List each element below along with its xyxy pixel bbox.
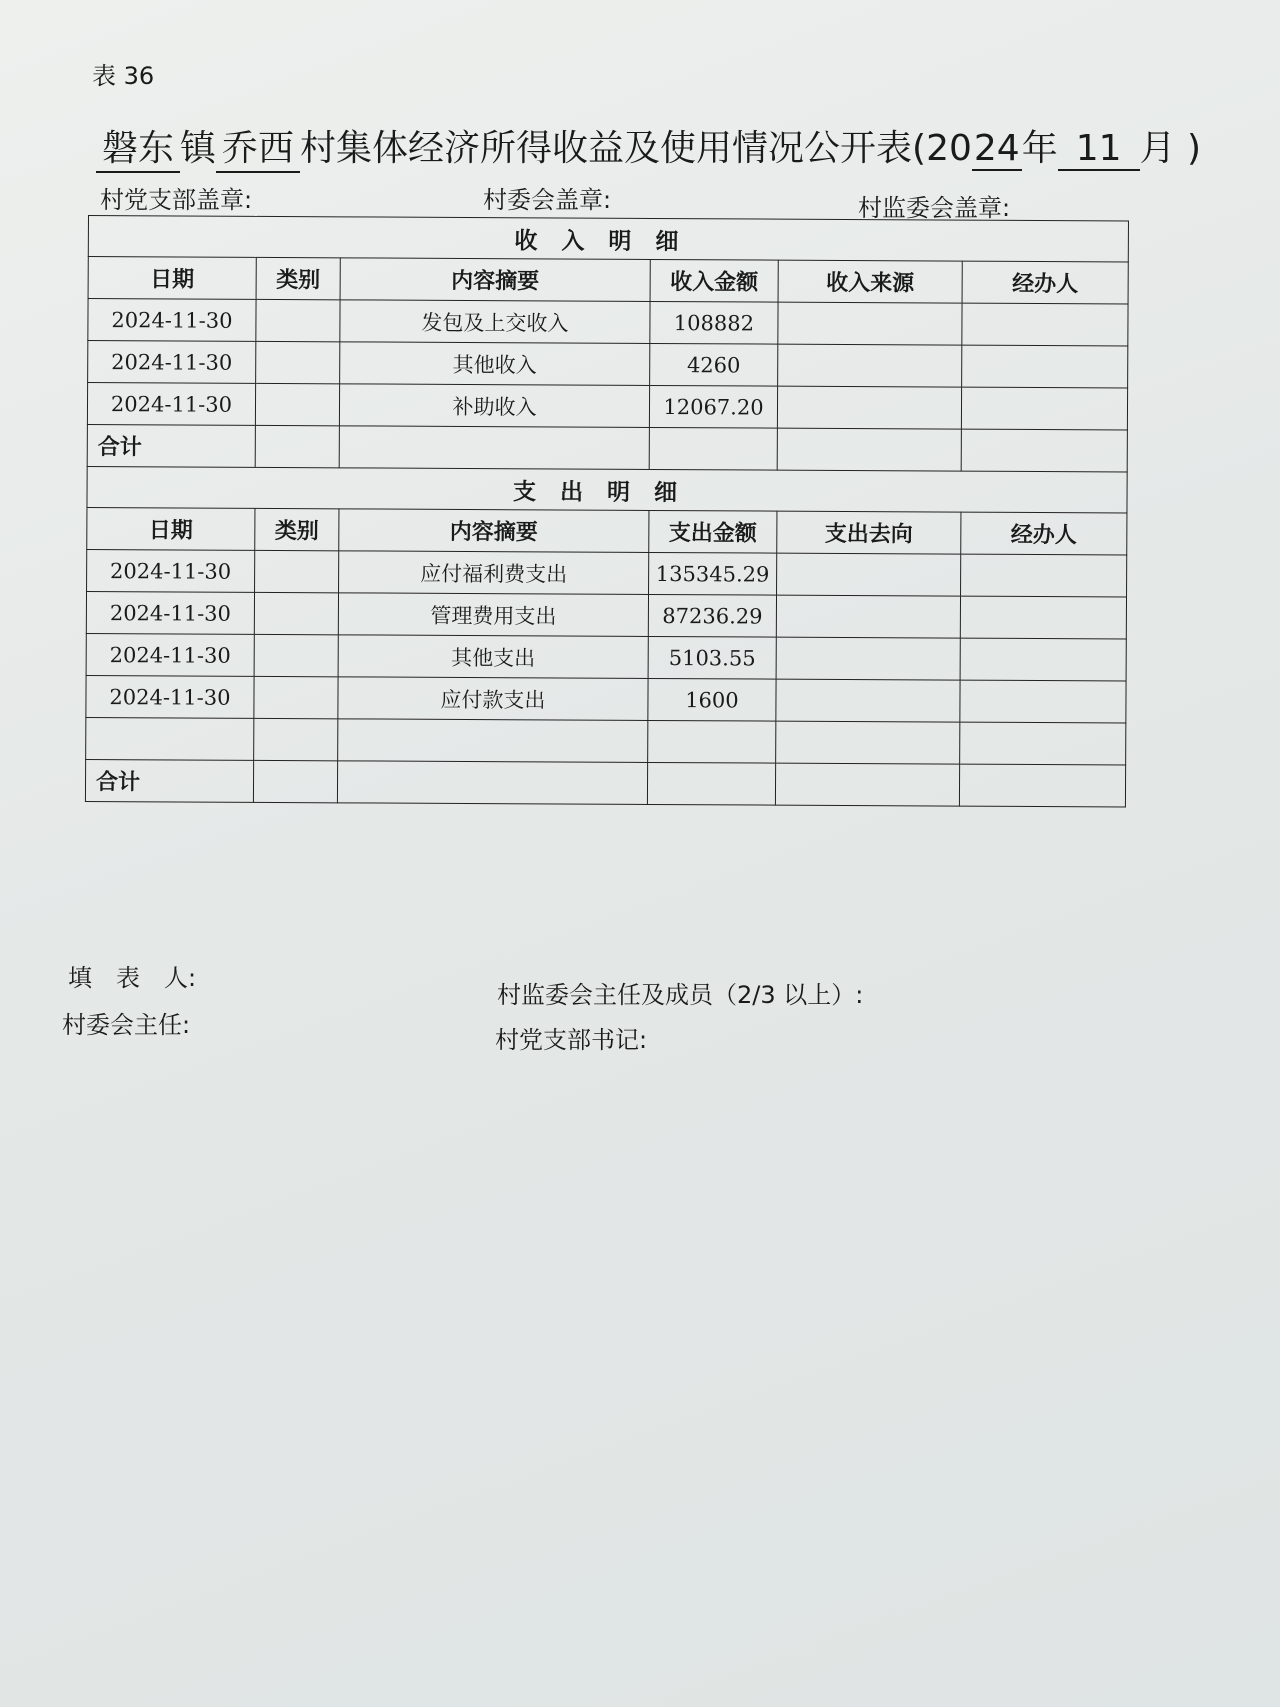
income-total-cell (961, 429, 1127, 472)
income-header-row (88, 257, 1128, 304)
year-prefix: 20 (926, 128, 972, 169)
income-header-handler: 经办人 (962, 261, 1128, 304)
town-name: 磐东 (96, 120, 180, 173)
expense-header-summary: 内容摘要 (339, 509, 649, 553)
page-title (96, 120, 1201, 173)
title-main: 村集体经济所得收益及使用情况公开表( (300, 128, 927, 169)
table-row (87, 549, 1127, 596)
ledger-table-container (85, 215, 1128, 807)
expense-summary: 管理费用支出 (338, 593, 648, 637)
table-row (87, 383, 1127, 430)
income-header-summary: 内容摘要 (340, 258, 650, 302)
expense-destination (776, 637, 960, 680)
income-total-cell (339, 426, 649, 470)
expense-destination (776, 679, 960, 722)
month-value: 11 (1058, 128, 1140, 171)
income-total-row (87, 424, 1127, 471)
income-source (778, 302, 962, 345)
form-number: 表 36 (92, 62, 155, 90)
supervisory-committee-seal-label: 村监委会盖章: (858, 194, 1011, 222)
expense-handler (960, 638, 1126, 681)
expense-summary: 应付福利费支出 (339, 551, 649, 595)
income-total-cell (777, 428, 961, 471)
expense-destination (776, 595, 960, 638)
expense-date (86, 717, 254, 760)
expense-category (254, 634, 338, 676)
village-head-signature-label: 村委会主任: (62, 1011, 191, 1039)
expense-date: 2024-11-30 (86, 591, 254, 634)
income-amount: 108882 (650, 301, 778, 344)
filler-signature-label: 填 表 人: (68, 964, 197, 992)
income-handler (961, 387, 1127, 430)
income-date: 2024-11-30 (88, 299, 256, 342)
expense-total-label: 合计 (85, 759, 253, 802)
expense-date: 2024-11-30 (87, 549, 255, 592)
village-name: 乔西 (216, 120, 300, 173)
table-row (86, 633, 1126, 680)
ledger-table (85, 215, 1129, 807)
income-category (256, 341, 340, 383)
table-row (86, 717, 1126, 764)
income-summary: 其他收入 (340, 342, 650, 386)
expense-category (254, 676, 338, 718)
income-amount: 12067.20 (649, 385, 777, 428)
supervisory-signature-label: 村监委会主任及成员（2/3 以上）: (497, 981, 864, 1009)
expense-handler (960, 722, 1126, 765)
income-amount: 4260 (650, 343, 778, 386)
expense-date: 2024-11-30 (86, 633, 254, 676)
income-header-amount: 收入金额 (650, 259, 778, 302)
expense-header-date: 日期 (87, 507, 255, 550)
income-date: 2024-11-30 (88, 341, 256, 384)
income-handler (962, 345, 1128, 388)
income-total-cell (255, 425, 339, 467)
expense-total-row (85, 759, 1125, 806)
expense-total-cell (253, 760, 337, 802)
expense-summary (338, 719, 648, 763)
expense-category (254, 718, 338, 760)
income-total-cell (649, 427, 777, 470)
expense-header-handler: 经办人 (961, 512, 1127, 555)
expense-section (85, 466, 1127, 806)
income-summary: 发包及上交收入 (340, 300, 650, 344)
expense-category (254, 592, 338, 634)
income-header-category: 类别 (256, 257, 340, 299)
expense-amount: 5103.55 (648, 636, 776, 679)
table-row (88, 299, 1128, 346)
income-handler (962, 303, 1128, 346)
expense-header-row (87, 507, 1127, 554)
expense-header-destination: 支出去向 (777, 511, 961, 554)
expense-handler (961, 554, 1127, 597)
expense-amount: 135345.29 (649, 552, 777, 595)
party-branch-seal-label: 村党支部盖章: (100, 186, 253, 214)
income-source (777, 386, 961, 429)
expense-header-category: 类别 (255, 508, 339, 550)
village-committee-seal-label: 村委会盖章: (483, 186, 612, 214)
expense-destination (776, 721, 960, 764)
expense-amount: 1600 (648, 678, 776, 721)
income-header-date: 日期 (88, 257, 256, 300)
income-summary: 补助收入 (339, 384, 649, 428)
expense-amount: 87236.29 (648, 594, 776, 637)
income-category (255, 383, 339, 425)
income-category (256, 299, 340, 341)
income-source (778, 344, 962, 387)
expense-amount (648, 720, 776, 763)
income-section-title: 收入明细 (88, 216, 1128, 262)
expense-total-cell (775, 763, 959, 806)
expense-handler (960, 680, 1126, 723)
table-row (88, 341, 1128, 388)
expense-summary: 其他支出 (338, 635, 648, 679)
table-row (86, 591, 1126, 638)
expense-total-cell (647, 762, 775, 805)
year-label: 年 (1021, 128, 1058, 169)
income-date: 2024-11-30 (87, 383, 255, 426)
expense-date: 2024-11-30 (86, 675, 254, 718)
year-suffix: 24 (973, 128, 1020, 169)
table-row (86, 675, 1126, 722)
party-secretary-signature-label: 村党支部书记: (495, 1026, 648, 1054)
expense-category (255, 550, 339, 592)
expense-total-cell (959, 764, 1125, 807)
expense-handler (960, 596, 1126, 639)
expense-destination (777, 553, 961, 596)
income-total-label: 合计 (87, 424, 255, 467)
month-label: 月 ) (1139, 128, 1202, 169)
expense-summary: 应付款支出 (338, 677, 648, 721)
expense-section-title: 支出明细 (87, 466, 1127, 512)
expense-total-cell (337, 761, 647, 805)
income-header-source: 收入来源 (778, 260, 962, 303)
town-suffix: 镇 (180, 128, 217, 169)
income-section (87, 216, 1128, 472)
expense-header-amount: 支出金额 (649, 510, 777, 553)
